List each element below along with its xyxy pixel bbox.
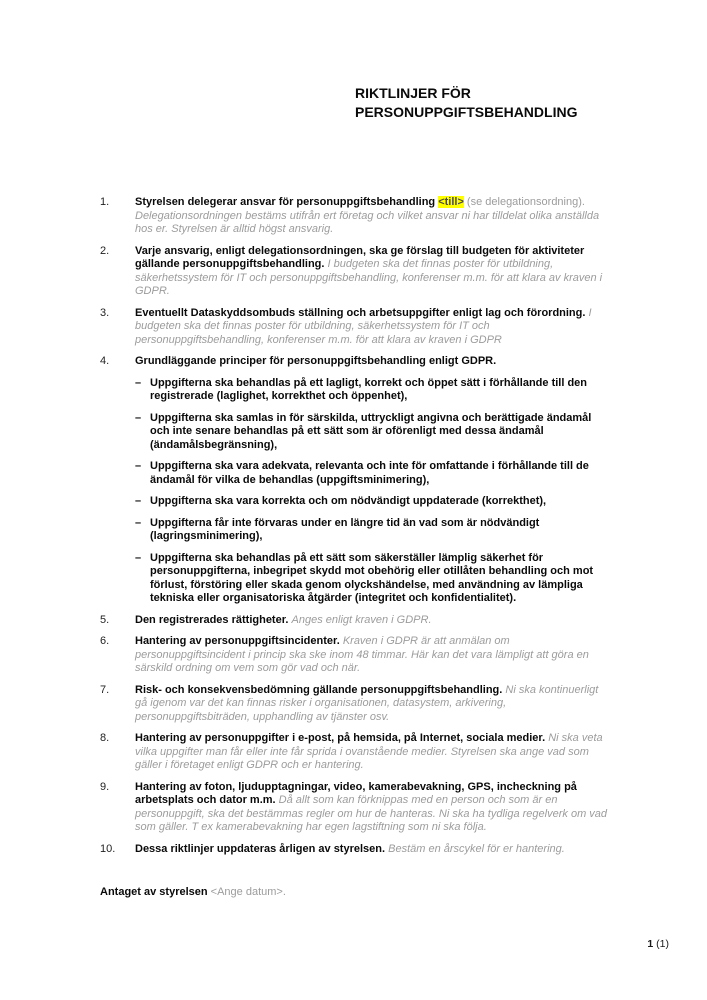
adoption-label: Antaget av styrelsen: [100, 886, 208, 898]
bullet-dash: –: [135, 516, 142, 529]
bullet-dash: –: [135, 411, 142, 424]
item-body: [135, 684, 613, 725]
page-number-current: 1: [647, 938, 654, 950]
item-number: 2.: [100, 244, 110, 257]
bullet-text: Uppgifterna ska samlas in för särskilda, uttryckligt angivna och berättigade ändamål och inte senare behandlas på ett sätt som är oförenligt med dessa ändamål (ändamålsbegränsning),: [150, 411, 592, 451]
guideline-item-3: [100, 307, 613, 348]
text-segment-bold: Grundläggande principer för personuppgiftsbehandling enligt GDPR.: [135, 355, 497, 367]
item-number: 9.: [100, 780, 110, 793]
text-segment-comment: Delegationsordningen bestäms utifrån ert företag och vilket ansvar ni har tilldelat olika anställda hos er. Styrelsen är alltid högst ansvarig.: [135, 209, 600, 235]
guidelines-list: [100, 196, 613, 856]
page-number: [647, 938, 669, 950]
item-body: [135, 635, 613, 676]
text-segment-comment: I budgeten ska det finnas poster för utbildning, säkerhetssystem för IT och personuppgiftsbehandling, konferenser m.m. för att klara av kraven i GDPR: [135, 306, 592, 346]
bullet-text: Uppgifterna ska behandlas på ett sätt som säkerställer lämplig säkerhet för personuppgifterna, inbegripet skydd mot obehörig eller otillåten behandling och mot förlust, förstöring eller skada genom olyckshändelse, med användning av lämpliga tekniska eller organisatoriska åtgärder (integritet och konfidentialitet).: [150, 551, 594, 604]
item-number: 1.: [100, 196, 110, 208]
guideline-item-2: [100, 245, 613, 299]
highlighted-placeholder: <till>: [438, 196, 464, 208]
item-body: [135, 307, 613, 348]
text-segment-comment: Ni ska veta vilka uppgifter man får eller inte får sprida i ovanstående medier. Styrelsen ska ange vad som gäller i företaget enligt GDPR och er hantering.: [135, 732, 603, 771]
bullet-dash: –: [135, 376, 142, 389]
bullet-dash: –: [135, 551, 142, 564]
item-text: [135, 684, 613, 725]
item-body: [135, 843, 613, 857]
guideline-item-8: [100, 732, 613, 773]
text-segment-bold: Risk- och konsekvensbedömning gällande personuppgiftsbehandling.: [135, 683, 506, 696]
item-text: [135, 355, 613, 369]
document-title-line2: PERSONUPPGIFTSBEHANDLING: [355, 104, 578, 120]
bullet-text: Uppgifterna ska vara korrekta och om nödvändigt uppdaterade (korrekthet),: [150, 495, 547, 507]
text-segment-bold: Dessa riktlinjer uppdateras årligen av styrelsen.: [135, 842, 389, 855]
text-segment-gray: (se delegationsordning).: [463, 196, 585, 208]
text-segment-comment: Ni ska kontinuerligt gå igenom var det kan finnas risker i organisationen, datasystem, arkivering, personuppgiftsbiträden, upphandling av tjänster osv.: [135, 683, 599, 723]
text-segment-bold: Eventuellt Dataskyddsombuds ställning och arbetsuppgifter enligt lag och förordning.: [135, 306, 589, 319]
text-segment-comment: Kraven i GDPR är att anmälan om personuppgiftsincident i princip ska ske inom 48 timmar. Här kan det vara lämpligt att göra en särskild ordning om vem som gör vad och när.: [135, 635, 589, 674]
principle-bullet: [135, 552, 613, 606]
guideline-item-5: [100, 614, 613, 628]
guideline-item-10: [100, 843, 613, 857]
item-text: [135, 196, 613, 237]
guideline-item-1: [100, 196, 613, 237]
adoption-line: [100, 886, 286, 900]
item-body: [135, 196, 613, 237]
item-number: 7.: [100, 683, 110, 696]
item-number: 4.: [100, 355, 110, 367]
item-text: [135, 614, 613, 628]
bullet-text: Uppgifterna får inte förvaras under en längre tid än vad som är nödvändigt (lagringsminimering),: [150, 516, 540, 542]
adoption-date-placeholder: <Ange datum>.: [207, 886, 286, 898]
item-body: [135, 245, 613, 299]
text-segment-bold: Hantering av personuppgifter i e-post, på hemsida, på Internet, sociala medier.: [135, 732, 549, 744]
text-segment-bold: Hantering av personuppgiftsincidenter.: [135, 635, 343, 647]
principle-bullet: [135, 460, 613, 487]
item-number: 10.: [100, 842, 116, 855]
item-text: [135, 635, 613, 676]
guideline-item-9: [100, 781, 613, 835]
text-segment-bold: Varje ansvarig, enligt delegationsordningen, ska ge förslag till budgeten för aktiviteter gällande personuppgiftsbehandling.: [135, 244, 585, 270]
bullet-text: Uppgifterna ska behandlas på ett lagligt, korrekt och öppet sätt i förhållande till den registrerade (laglighet, korrekthet och öppenhet),: [150, 376, 588, 402]
item-text: [135, 732, 613, 773]
item-text: [135, 307, 613, 348]
text-segment-comment: I budgeten ska det finnas poster för utbildning, säkerhetssystem för IT och personuppgiftsbehandling, konferenser m.m. för att klara av kraven i GDPR.: [135, 258, 603, 297]
guideline-item-4: [100, 355, 613, 606]
item-number: 8.: [100, 732, 110, 744]
bullet-dash: –: [135, 495, 142, 507]
principle-bullet: [135, 412, 613, 453]
bullet-dash: –: [135, 460, 142, 472]
item-body: [135, 732, 613, 773]
page-number-total: (1): [653, 938, 669, 950]
item-body: [135, 614, 613, 628]
text-segment-bold: Styrelsen delegerar ansvar för personuppgiftsbehandling: [135, 196, 439, 208]
text-segment-bold: Hantering av foton, ljudupptagningar, video, kamerabevakning, GPS, incheckning på arbetsplats och dator m.m.: [135, 780, 577, 806]
document-title-line1: RIKTLINJER FÖR: [355, 85, 471, 101]
item-text: [135, 245, 613, 299]
text-segment-comment: Då allt som kan förknippas med en person och som är en personuppgift, ska det bestämmas regler om hur de hanteras. Ni ska ha tydliga regelverk om vad som gäller. T ex kamerabevakning har egen lagstiftning som ni ska följa.: [135, 794, 608, 833]
principle-bullet: [135, 495, 613, 509]
text-segment-comment: Anges enligt kraven i GDPR.: [291, 613, 432, 626]
item-number: 5.: [100, 613, 110, 626]
item-number: 3.: [100, 306, 110, 319]
item-number: 6.: [100, 635, 110, 647]
principle-bullet: [135, 517, 613, 544]
principle-bullet: [135, 377, 613, 404]
document-title: [355, 84, 577, 122]
text-segment-comment: Bestäm en årscykel för er hantering.: [388, 842, 565, 855]
item-text: [135, 781, 613, 835]
item-body: [135, 355, 613, 606]
text-segment-bold: Den registrerades rättigheter.: [135, 613, 292, 626]
item-text: [135, 843, 613, 857]
guideline-item-6: [100, 635, 613, 676]
item-body: [135, 781, 613, 835]
guideline-item-7: [100, 684, 613, 725]
bullet-text: Uppgifterna ska vara adekvata, relevanta och inte för omfattande i förhållande till de ändamål för vilka de behandlas (uppgiftsminimering),: [150, 460, 589, 486]
